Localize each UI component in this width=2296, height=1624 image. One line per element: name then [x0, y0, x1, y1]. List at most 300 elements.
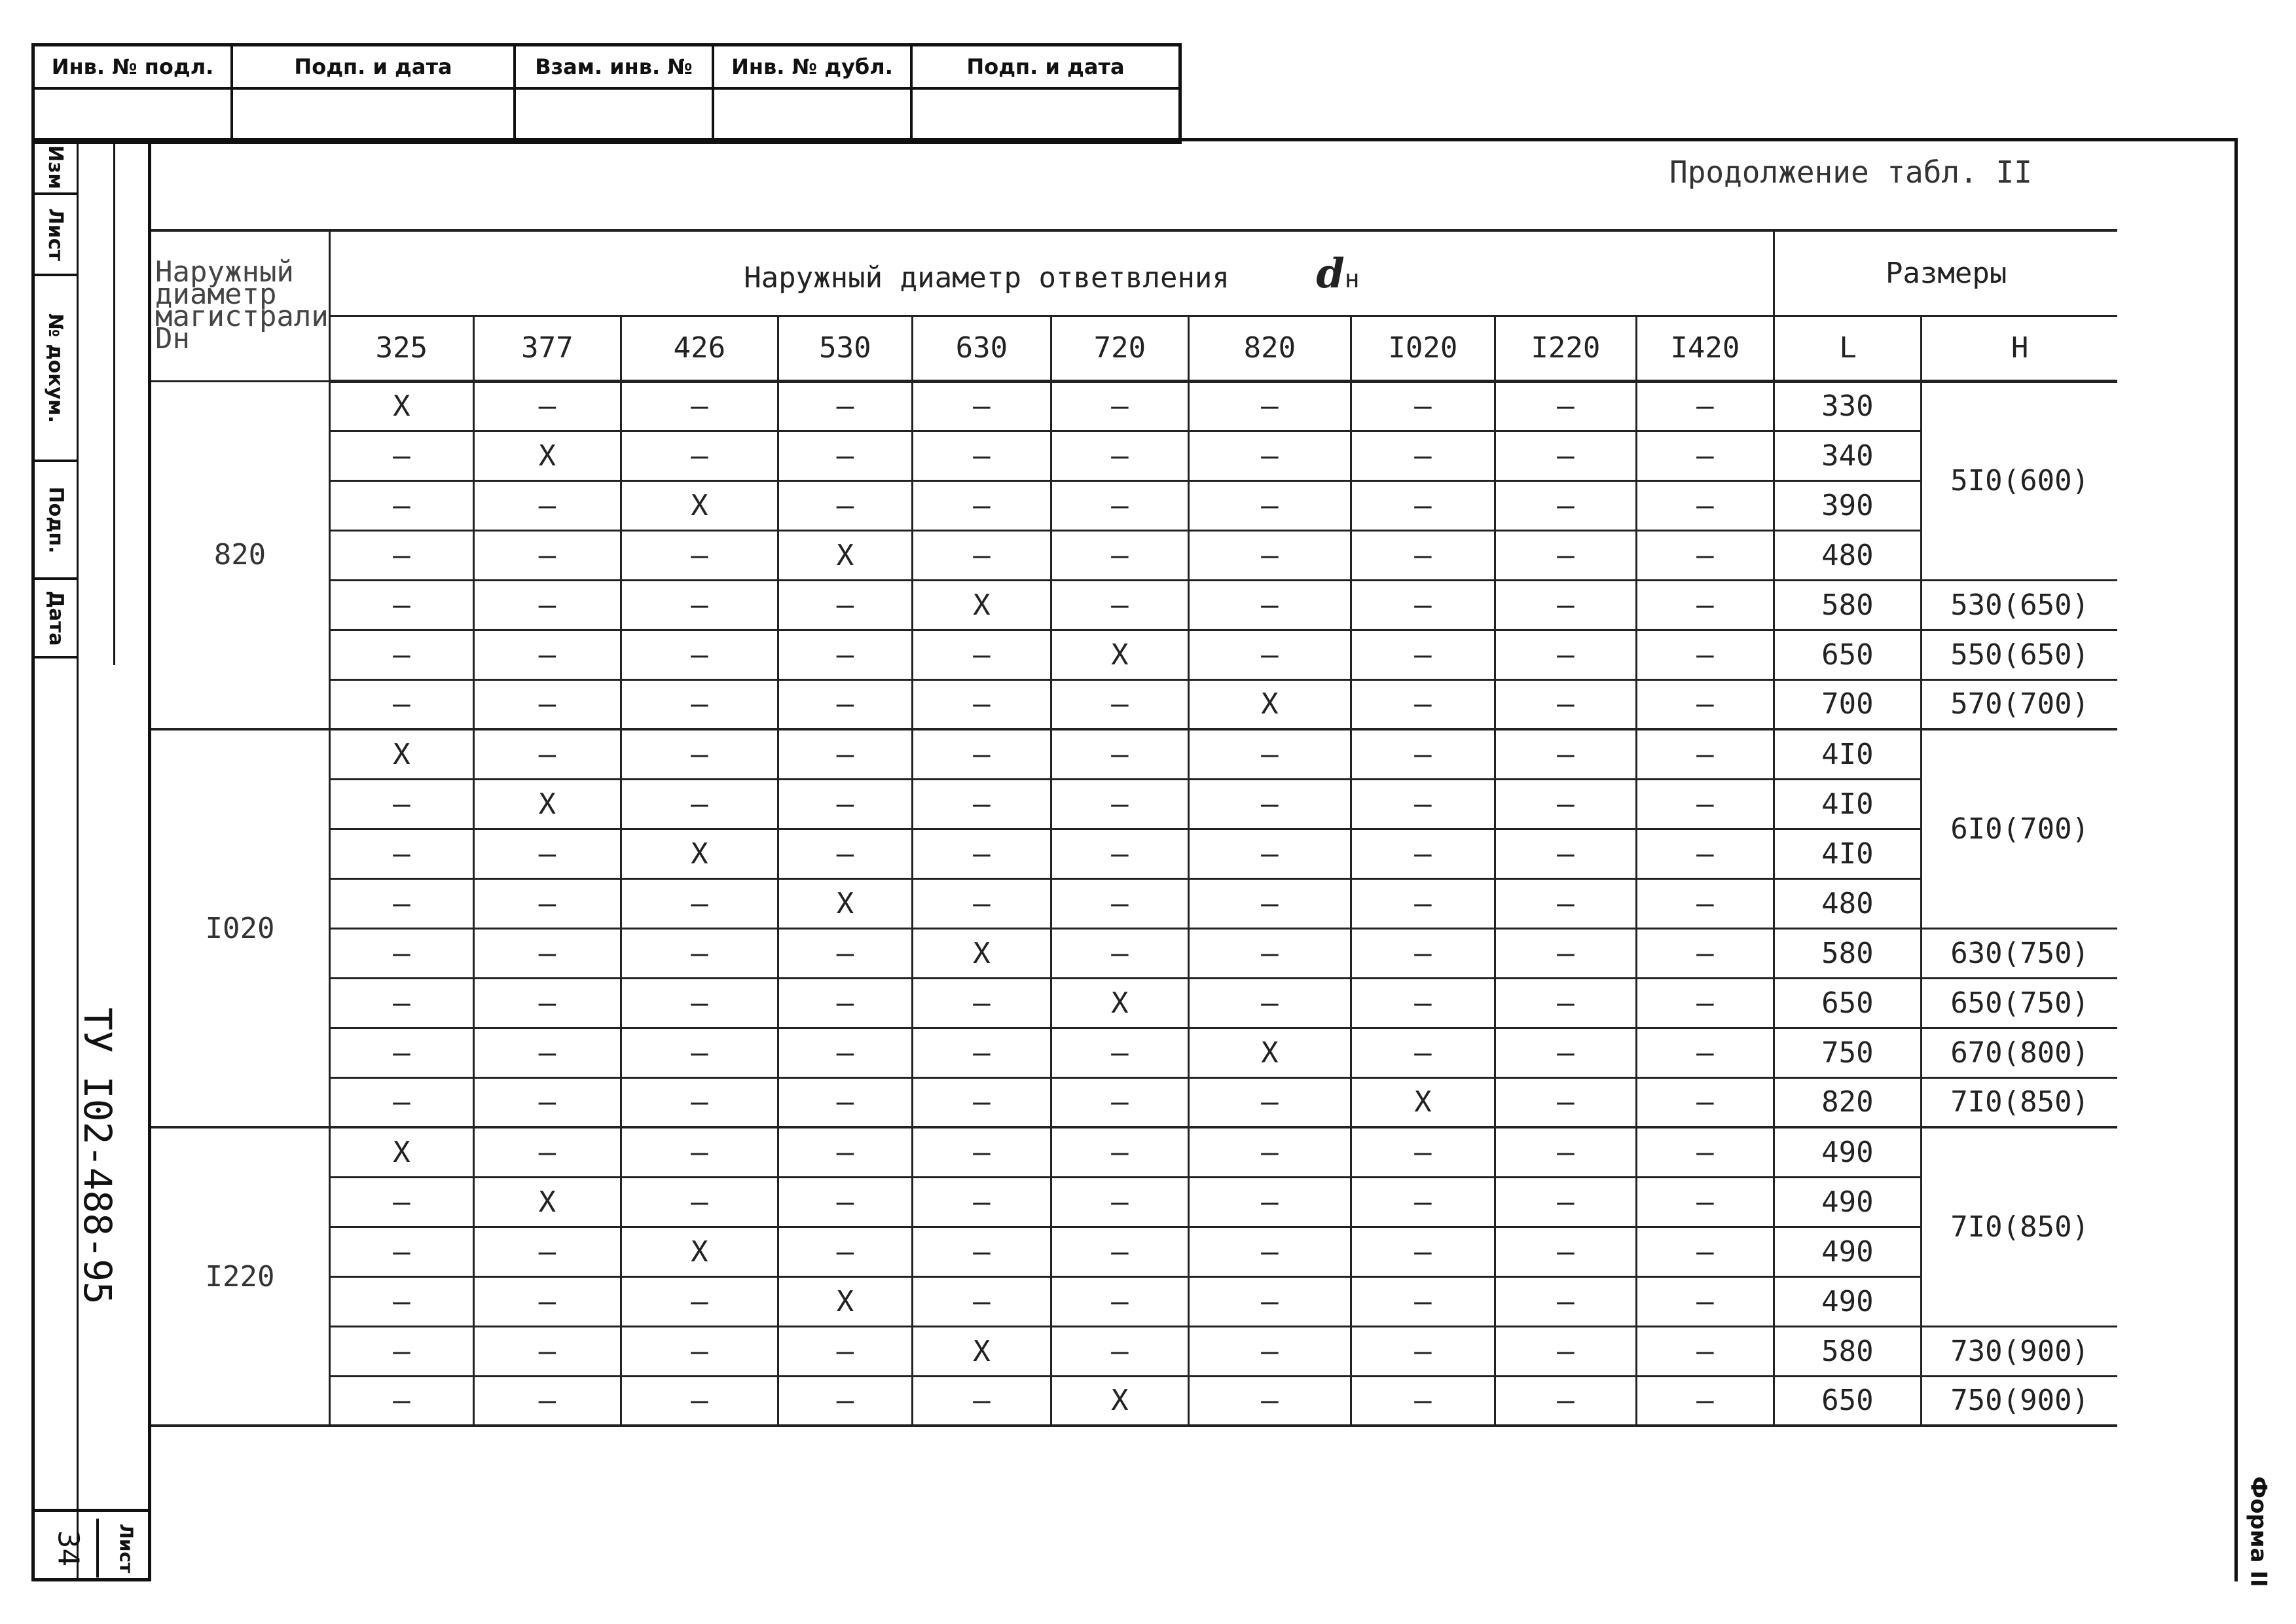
branch-mark: – — [1188, 1127, 1351, 1177]
branch-mark: – — [912, 480, 1051, 530]
branch-mark: – — [1636, 1326, 1774, 1376]
size-H-value: 6I0(700) — [1921, 729, 2117, 928]
branch-mark: – — [1051, 1077, 1188, 1127]
stamp-field-replace-inv — [516, 90, 714, 141]
branch-mark: – — [1495, 829, 1636, 878]
branch-mark: – — [1636, 580, 1774, 630]
branch-mark: – — [1188, 779, 1351, 829]
header-branch-diameter: Наружный диаметр ответвления dн — [329, 230, 1774, 316]
branch-mark: – — [473, 1376, 621, 1426]
header-magistral-diameter: Наружный диаметр магистрали Dн — [151, 230, 329, 381]
branch-mark: – — [778, 1028, 912, 1077]
branch-mark: X — [621, 829, 778, 878]
branch-mark: – — [621, 1326, 778, 1376]
branch-mark: – — [1495, 1077, 1636, 1127]
branch-mark: X — [1051, 1376, 1188, 1426]
branch-mark: – — [1351, 431, 1495, 480]
size-L-value: 580 — [1774, 580, 1921, 630]
size-H-value: 750(900) — [1921, 1376, 2117, 1426]
branch-mark: – — [1351, 1177, 1495, 1227]
table-row — [151, 679, 2117, 729]
branch-mark: – — [778, 1227, 912, 1276]
table-row — [151, 1177, 2117, 1227]
size-L-value: 340 — [1774, 431, 1921, 480]
size-H-value: 7I0(850) — [1921, 1077, 2117, 1127]
branch-mark: – — [912, 1227, 1051, 1276]
branch-mark: – — [912, 1177, 1051, 1227]
size-L-value: 4I0 — [1774, 779, 1921, 829]
stamp-header-sign-date-2: Подп. и дата — [913, 46, 1178, 90]
header-branch-7: I020 — [1351, 316, 1495, 381]
dimensions-table — [151, 229, 2117, 1427]
branch-mark: – — [1636, 1177, 1774, 1227]
branch-mark: – — [1495, 928, 1636, 978]
branch-mark: – — [912, 779, 1051, 829]
size-L-value: 700 — [1774, 679, 1921, 729]
branch-mark: – — [778, 928, 912, 978]
stamp-header-inv-orig: Инв. № подл. — [35, 46, 233, 90]
table-row — [151, 480, 2117, 530]
size-L-value: 330 — [1774, 381, 1921, 431]
branch-mark: – — [778, 580, 912, 630]
table-row — [151, 530, 2117, 580]
strip-divider — [113, 141, 115, 665]
branch-mark: X — [1351, 1077, 1495, 1127]
branch-mark: – — [1495, 978, 1636, 1028]
branch-mark: – — [329, 1326, 473, 1376]
branch-mark: – — [1051, 1177, 1188, 1227]
branch-mark: – — [473, 878, 621, 928]
branch-mark: – — [329, 878, 473, 928]
branch-mark: – — [621, 1376, 778, 1426]
size-H-value: 530(650) — [1921, 580, 2117, 630]
table-row — [151, 829, 2117, 878]
size-H-value: 730(900) — [1921, 1326, 2117, 1376]
branch-mark: – — [473, 381, 621, 431]
branch-mark: – — [1051, 530, 1188, 580]
header-branch-6: 820 — [1188, 316, 1351, 381]
branch-mark: – — [473, 679, 621, 729]
branch-mark: – — [1495, 1177, 1636, 1227]
branch-mark: – — [1351, 1276, 1495, 1326]
table-row — [151, 431, 2117, 480]
branch-mark: – — [1051, 1276, 1188, 1326]
branch-mark: – — [1051, 580, 1188, 630]
branch-mark: – — [1495, 779, 1636, 829]
branch-mark: – — [1495, 679, 1636, 729]
branch-mark: – — [778, 978, 912, 1028]
branch-mark: – — [1636, 779, 1774, 829]
size-L-value: 820 — [1774, 1077, 1921, 1127]
branch-mark: – — [329, 1177, 473, 1227]
branch-mark: – — [1636, 679, 1774, 729]
branch-mark: – — [912, 1127, 1051, 1177]
branch-mark: – — [329, 1028, 473, 1077]
branch-mark: X — [778, 878, 912, 928]
table-row — [151, 1227, 2117, 1276]
magistral-diameter: 820 — [151, 381, 329, 729]
branch-mark: – — [329, 928, 473, 978]
table-row — [151, 978, 2117, 1028]
size-L-value: 580 — [1774, 928, 1921, 978]
branch-mark: – — [1495, 1127, 1636, 1177]
branch-mark: – — [473, 480, 621, 530]
size-L-value: 490 — [1774, 1127, 1921, 1177]
sheet-box — [35, 1509, 151, 1578]
size-L-value: 490 — [1774, 1227, 1921, 1276]
branch-mark: – — [1351, 381, 1495, 431]
branch-mark: – — [1351, 1028, 1495, 1077]
branch-mark: X — [1188, 679, 1351, 729]
branch-mark: – — [473, 580, 621, 630]
sheet-label: Лист — [115, 1523, 137, 1573]
branch-mark: – — [912, 978, 1051, 1028]
header-size-H: H — [1921, 316, 2117, 381]
branch-mark: – — [912, 530, 1051, 580]
magistral-diameter: I220 — [151, 1127, 329, 1426]
size-H-value: 670(800) — [1921, 1028, 2117, 1077]
header-sizes: Размеры — [1774, 230, 2117, 316]
branch-mark: – — [1188, 480, 1351, 530]
branch-mark: X — [329, 729, 473, 779]
branch-mark: – — [912, 1276, 1051, 1326]
branch-mark: – — [912, 381, 1051, 431]
branch-mark: – — [1188, 1276, 1351, 1326]
branch-mark: – — [1188, 530, 1351, 580]
table-row — [151, 1127, 2117, 1177]
table-row — [151, 1326, 2117, 1376]
sheet-number: 34 — [40, 1519, 99, 1578]
branch-mark: – — [621, 1127, 778, 1177]
branch-mark: – — [329, 580, 473, 630]
branch-mark: – — [1351, 1376, 1495, 1426]
branch-mark: – — [1351, 978, 1495, 1028]
branch-mark: – — [778, 1376, 912, 1426]
branch-mark: – — [329, 1376, 473, 1426]
branch-mark: – — [473, 530, 621, 580]
branch-mark: – — [1351, 630, 1495, 679]
size-L-value: 580 — [1774, 1326, 1921, 1376]
size-H-value: 5I0(600) — [1921, 381, 2117, 580]
branch-mark: X — [329, 1127, 473, 1177]
header-branch-9: I420 — [1636, 316, 1774, 381]
table-row — [151, 1276, 2117, 1326]
branch-mark: – — [473, 928, 621, 978]
table-row — [151, 878, 2117, 928]
branch-mark: – — [473, 1028, 621, 1077]
branch-mark: X — [621, 1227, 778, 1276]
branch-mark: X — [912, 1326, 1051, 1376]
branch-mark: – — [1495, 431, 1636, 480]
branch-mark: – — [1351, 480, 1495, 530]
table-continuation-title: Продолжение табл. II — [1669, 154, 2032, 190]
branch-mark: – — [329, 630, 473, 679]
branch-mark: – — [1495, 630, 1636, 679]
branch-mark: – — [473, 1127, 621, 1177]
branch-mark: – — [1188, 1227, 1351, 1276]
branch-mark: X — [473, 431, 621, 480]
branch-mark: – — [1351, 1227, 1495, 1276]
branch-mark: – — [912, 679, 1051, 729]
header-branch-0: 325 — [329, 316, 473, 381]
strip-label-signature: Подп. — [35, 462, 77, 580]
size-L-value: 650 — [1774, 1376, 1921, 1426]
document-code: ТУ I02-488-95 — [75, 1007, 120, 1305]
branch-mark: – — [1636, 878, 1774, 928]
branch-mark: X — [778, 530, 912, 580]
stamp-header-inv-dup: Инв. № дубл. — [714, 46, 913, 90]
table-row — [151, 1077, 2117, 1127]
branch-mark: – — [1495, 530, 1636, 580]
branch-mark: – — [1351, 530, 1495, 580]
branch-mark: – — [1636, 381, 1774, 431]
table-row — [151, 381, 2117, 431]
branch-mark: – — [621, 1276, 778, 1326]
branch-mark: – — [1636, 630, 1774, 679]
branch-mark: X — [473, 1177, 621, 1227]
branch-mark: – — [778, 381, 912, 431]
size-L-value: 650 — [1774, 978, 1921, 1028]
branch-mark: – — [621, 1028, 778, 1077]
header-branch-2: 426 — [621, 316, 778, 381]
branch-mark: – — [1051, 431, 1188, 480]
branch-mark: – — [329, 829, 473, 878]
size-L-value: 4I0 — [1774, 829, 1921, 878]
branch-mark: – — [329, 1227, 473, 1276]
branch-mark: – — [621, 530, 778, 580]
branch-mark: – — [778, 679, 912, 729]
approval-stamp — [31, 43, 1182, 144]
branch-mark: – — [1636, 480, 1774, 530]
size-L-value: 4I0 — [1774, 729, 1921, 779]
branch-mark: – — [1051, 1028, 1188, 1077]
branch-mark: – — [1188, 729, 1351, 779]
branch-mark: – — [1636, 1227, 1774, 1276]
branch-mark: – — [1051, 878, 1188, 928]
branch-mark: X — [778, 1276, 912, 1326]
branch-mark: X — [1051, 630, 1188, 679]
branch-mark: – — [1051, 1127, 1188, 1177]
branch-mark: – — [778, 729, 912, 779]
branch-mark: X — [621, 480, 778, 530]
branch-mark: – — [1188, 928, 1351, 978]
branch-mark: – — [1495, 878, 1636, 928]
strip-label-change: Изм — [35, 141, 77, 195]
size-H-value: 630(750) — [1921, 928, 2117, 978]
branch-mark: – — [1495, 1376, 1636, 1426]
branch-mark: – — [329, 1276, 473, 1326]
size-L-value: 750 — [1774, 1028, 1921, 1077]
branch-mark: – — [912, 630, 1051, 679]
branch-mark: – — [1188, 978, 1351, 1028]
stamp-header-sign-date: Подп. и дата — [233, 46, 516, 90]
branch-mark: – — [1495, 1028, 1636, 1077]
size-L-value: 490 — [1774, 1276, 1921, 1326]
branch-mark: – — [1051, 1227, 1188, 1276]
size-H-value: 550(650) — [1921, 630, 2117, 679]
branch-mark: – — [621, 580, 778, 630]
branch-mark: – — [473, 630, 621, 679]
branch-mark: – — [1636, 530, 1774, 580]
stamp-field-inv-orig — [35, 90, 233, 141]
branch-mark: X — [473, 779, 621, 829]
branch-mark: – — [1636, 1127, 1774, 1177]
branch-mark: – — [1188, 431, 1351, 480]
branch-mark: – — [329, 480, 473, 530]
branch-mark: – — [1495, 381, 1636, 431]
branch-mark: – — [1051, 829, 1188, 878]
branch-mark: – — [778, 1127, 912, 1177]
stamp-header-replace-inv: Взам. инв. № — [516, 46, 714, 90]
stamp-field-inv-dup — [714, 90, 913, 141]
branch-mark: – — [473, 1077, 621, 1127]
branch-mark: – — [473, 829, 621, 878]
branch-mark: – — [1188, 1376, 1351, 1426]
branch-mark: – — [1351, 928, 1495, 978]
branch-mark: – — [778, 431, 912, 480]
branch-mark: – — [912, 729, 1051, 779]
branch-mark: – — [621, 1077, 778, 1127]
branch-mark: – — [1051, 928, 1188, 978]
size-H-value: 570(700) — [1921, 679, 2117, 729]
branch-mark: – — [1351, 878, 1495, 928]
branch-mark: – — [1351, 779, 1495, 829]
branch-mark: – — [1636, 729, 1774, 779]
size-L-value: 490 — [1774, 1177, 1921, 1227]
branch-mark: – — [912, 829, 1051, 878]
table-row — [151, 729, 2117, 779]
branch-mark: – — [621, 729, 778, 779]
branch-mark: – — [1051, 729, 1188, 779]
table-row — [151, 779, 2117, 829]
branch-mark: X — [912, 928, 1051, 978]
branch-mark: – — [1051, 779, 1188, 829]
branch-mark: – — [473, 1326, 621, 1376]
size-L-value: 390 — [1774, 480, 1921, 530]
branch-mark: – — [329, 1077, 473, 1127]
branch-mark: – — [1188, 878, 1351, 928]
header-branch-3: 530 — [778, 316, 912, 381]
branch-mark: – — [778, 1177, 912, 1227]
branch-mark: – — [329, 978, 473, 1028]
branch-mark: – — [621, 1177, 778, 1227]
branch-mark: – — [778, 1326, 912, 1376]
branch-mark: – — [621, 779, 778, 829]
branch-mark: – — [1188, 630, 1351, 679]
size-H-value: 650(750) — [1921, 978, 2117, 1028]
branch-mark: – — [912, 1376, 1051, 1426]
strip-label-sheet: Лист — [35, 195, 77, 276]
header-branch-8: I220 — [1495, 316, 1636, 381]
branch-mark: – — [1495, 1326, 1636, 1376]
branch-mark: – — [329, 530, 473, 580]
size-L-value: 480 — [1774, 530, 1921, 580]
branch-mark: – — [1351, 829, 1495, 878]
branch-mark: – — [621, 431, 778, 480]
branch-mark: – — [778, 630, 912, 679]
branch-mark: – — [621, 679, 778, 729]
branch-mark: – — [912, 431, 1051, 480]
branch-mark: – — [1188, 1177, 1351, 1227]
strip-label-date: Дата — [35, 580, 77, 659]
table-row — [151, 1028, 2117, 1077]
branch-mark: – — [912, 1077, 1051, 1127]
branch-mark: – — [1636, 829, 1774, 878]
branch-mark: – — [473, 978, 621, 1028]
branch-mark: – — [1495, 1276, 1636, 1326]
branch-mark: X — [912, 580, 1051, 630]
branch-mark: – — [621, 978, 778, 1028]
branch-mark: – — [1495, 580, 1636, 630]
header-size-L: L — [1774, 316, 1921, 381]
branch-mark: – — [329, 431, 473, 480]
branch-mark: – — [1495, 1227, 1636, 1276]
branch-mark: – — [1188, 1326, 1351, 1376]
branch-mark: – — [1495, 729, 1636, 779]
branch-mark: – — [1188, 580, 1351, 630]
branch-mark: – — [1636, 1077, 1774, 1127]
branch-mark: – — [621, 878, 778, 928]
branch-mark: – — [1636, 978, 1774, 1028]
table-row — [151, 580, 2117, 630]
branch-mark: – — [473, 1227, 621, 1276]
branch-mark: – — [1351, 729, 1495, 779]
stamp-field-sign-date — [233, 90, 516, 141]
branch-mark: – — [1188, 1077, 1351, 1127]
revision-strip — [31, 138, 151, 1581]
branch-mark: – — [1636, 1376, 1774, 1426]
branch-mark: X — [1051, 978, 1188, 1028]
branch-mark: – — [778, 480, 912, 530]
branch-mark: – — [1636, 431, 1774, 480]
table-row — [151, 928, 2117, 978]
branch-mark: – — [1051, 679, 1188, 729]
branch-mark: – — [1188, 381, 1351, 431]
magistral-diameter: I020 — [151, 729, 329, 1127]
strip-label-doc-number: № докум. — [35, 276, 77, 462]
branch-mark: – — [329, 679, 473, 729]
stamp-field-sign-date-2 — [913, 90, 1178, 141]
header-branch-5: 720 — [1051, 316, 1188, 381]
branch-mark: – — [1351, 679, 1495, 729]
form-label: Форма II — [2246, 1476, 2272, 1587]
table-row — [151, 630, 2117, 679]
branch-mark: – — [1351, 1326, 1495, 1376]
branch-mark: – — [473, 1276, 621, 1326]
branch-mark: – — [621, 928, 778, 978]
size-H-value: 7I0(850) — [1921, 1127, 2117, 1326]
size-L-value: 650 — [1774, 630, 1921, 679]
branch-mark: – — [912, 878, 1051, 928]
branch-mark: – — [1351, 580, 1495, 630]
branch-mark: – — [473, 729, 621, 779]
branch-mark: – — [329, 779, 473, 829]
branch-mark: – — [1351, 1127, 1495, 1177]
branch-mark: – — [621, 630, 778, 679]
branch-mark: – — [1188, 829, 1351, 878]
branch-mark: – — [1495, 480, 1636, 530]
branch-mark: – — [1051, 480, 1188, 530]
header-branch-1: 377 — [473, 316, 621, 381]
header-branch-4: 630 — [912, 316, 1051, 381]
branch-mark: X — [1188, 1028, 1351, 1077]
table-row — [151, 1376, 2117, 1426]
branch-mark: – — [778, 779, 912, 829]
branch-mark: X — [329, 381, 473, 431]
branch-mark: – — [778, 829, 912, 878]
branch-mark: – — [1051, 1326, 1188, 1376]
branch-mark: – — [912, 1028, 1051, 1077]
